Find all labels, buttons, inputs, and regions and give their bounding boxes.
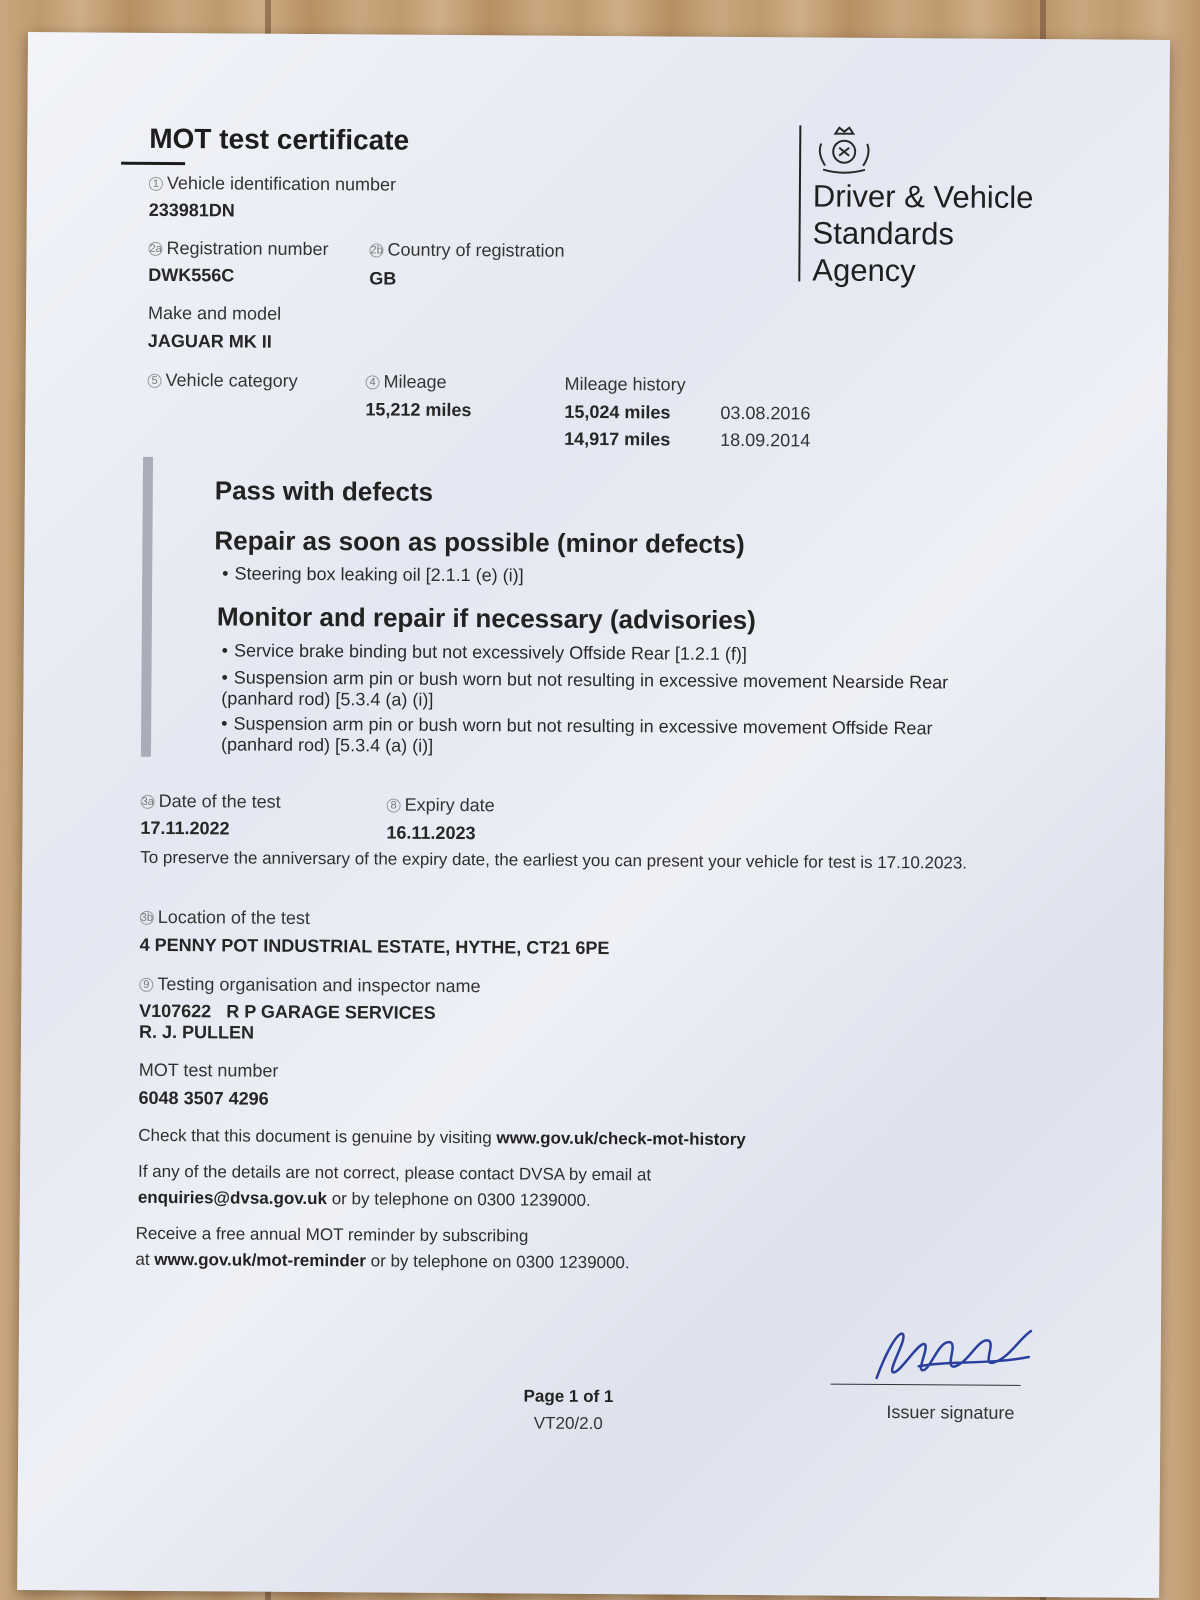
agency-name-line-2: Standards — [812, 215, 955, 252]
agency-divider — [798, 125, 801, 281]
registration-value: DWK556C — [148, 264, 235, 286]
test-number-label: MOT test number — [138, 1059, 279, 1081]
location-label — [140, 907, 310, 929]
field-number-badge: 3b — [140, 911, 154, 924]
title-rule — [121, 162, 185, 165]
location-value: 4 PENNY POT INDUSTRIAL ESTATE, HYTHE, CT21 6PE — [139, 934, 610, 959]
expiry-date-value: 16.11.2023 — [386, 822, 476, 844]
vehicle-category-label — [147, 370, 297, 392]
issuer-signature-icon — [859, 1320, 1049, 1391]
agency-name-line-1: Driver & Vehicle — [812, 178, 1034, 216]
genuine-check-prefix: Check that this document is genuine by visiting — [138, 1125, 497, 1148]
agency-name-line-3: Agency — [812, 252, 916, 289]
result-status: Pass with defects — [214, 475, 434, 507]
inspector-name: R. J. PULLEN — [138, 1021, 255, 1043]
document-title: MOT test certificate — [149, 122, 410, 156]
advisories-heading: Monitor and repair if necessary (advisories) — [216, 601, 756, 636]
agency-name — [812, 177, 1033, 290]
minor-defect-item: • Steering box leaking oil [2.1.1 (e) (i)] — [222, 563, 982, 589]
page-number: Page 1 of 1 — [523, 1386, 614, 1407]
test-date-value: 17.11.2022 — [140, 817, 230, 839]
field-number-badge: 2a — [149, 242, 162, 255]
country-label-text: Country of registration — [387, 239, 565, 261]
vin-label — [149, 173, 396, 196]
mileage-history-miles-1: 15,024 miles — [564, 401, 671, 423]
contact-text — [138, 1159, 958, 1217]
field-number-badge: 3a — [141, 795, 154, 808]
location-label-text: Location of the test — [157, 906, 311, 928]
vehicle-category-label-text: Vehicle category — [165, 369, 298, 391]
contact-prefix: If any of the details are not correct, please contact DVSA by email at — [137, 1161, 652, 1185]
contact-suffix: or by telephone on 0300 1239000. — [326, 1189, 591, 1210]
mot-certificate-sheet — [17, 32, 1170, 1598]
advisory-item: • Service brake binding but not excessively Offside Rear [1.2.1 (f)] — [222, 640, 982, 666]
mileage-label-text: Mileage — [383, 371, 447, 392]
test-number-value: 6048 3507 4296 — [138, 1087, 269, 1109]
field-number-badge: 4 — [366, 375, 380, 389]
registration-label-text: Registration number — [166, 237, 329, 260]
country-value: GB — [369, 268, 397, 289]
contact-email-link[interactable]: enquiries@dvsa.gov.uk — [137, 1187, 328, 1209]
anniversary-note: To preserve the anniversary of the expiry date, the earliest you can present your vehicle for test is 17.10.2023. — [140, 847, 968, 873]
expiry-date-label — [387, 795, 495, 817]
advisory-item: • Suspension arm pin or bush worn but not resulting in excessive movement Offside Rear (panhard rod) [5.3.4 (a) (i)] — [221, 713, 971, 760]
mileage-label — [365, 371, 446, 393]
registration-label — [148, 238, 328, 260]
make-model-value: JAGUAR MK II — [147, 330, 272, 352]
result-side-bar — [141, 457, 153, 757]
reminder-suffix: or by telephone on 0300 1239000. — [365, 1251, 630, 1273]
field-number-badge: 2b — [370, 244, 383, 257]
tester-organisation: V107622 R P GARAGE SERVICES — [139, 1000, 436, 1023]
mileage-history-label: Mileage history — [564, 373, 686, 395]
test-date-label — [141, 791, 281, 813]
reminder-prefix: Receive a free annual MOT reminder by subscribing — [135, 1223, 529, 1246]
vin-value: 233981DN — [148, 199, 235, 221]
tester-label — [139, 974, 480, 997]
mileage-history-date-2: 18.09.2014 — [720, 429, 811, 451]
country-label — [369, 239, 564, 261]
tester-label-text: Testing organisation and inspector name — [157, 973, 481, 997]
minor-defects-heading: Repair as soon as possible (minor defects) — [214, 525, 745, 560]
reminder-at: at — [135, 1249, 155, 1269]
test-date-label-text: Date of the test — [158, 790, 281, 812]
genuine-check-text — [138, 1123, 958, 1155]
vin-label-text: Vehicle identification number — [166, 172, 397, 195]
field-number-badge: 8 — [387, 799, 401, 813]
reminder-text — [135, 1221, 955, 1279]
field-number-badge: 5 — [148, 374, 162, 388]
make-model-label: Make and model — [147, 302, 282, 324]
field-number-badge: 1 — [149, 177, 163, 191]
field-number-badge: 9 — [139, 978, 153, 992]
mileage-history-date-1: 03.08.2016 — [720, 402, 811, 424]
expiry-date-label-text: Expiry date — [404, 794, 495, 816]
mileage-value: 15,212 miles — [365, 399, 472, 421]
signature-caption: Issuer signature — [886, 1402, 1015, 1423]
check-mot-history-link[interactable]: www.gov.uk/check-mot-history — [496, 1128, 746, 1150]
royal-coat-of-arms-icon — [813, 123, 875, 175]
mileage-history-miles-2: 14,917 miles — [564, 428, 671, 450]
form-code: VT20/2.0 — [533, 1413, 603, 1434]
mot-reminder-link[interactable]: www.gov.uk/mot-reminder — [154, 1249, 366, 1271]
advisory-item: • Suspension arm pin or bush worn but not resulting in excessive movement Nearside Rear (panhard rod) [5.3.4 (a) (i)] — [221, 667, 991, 714]
